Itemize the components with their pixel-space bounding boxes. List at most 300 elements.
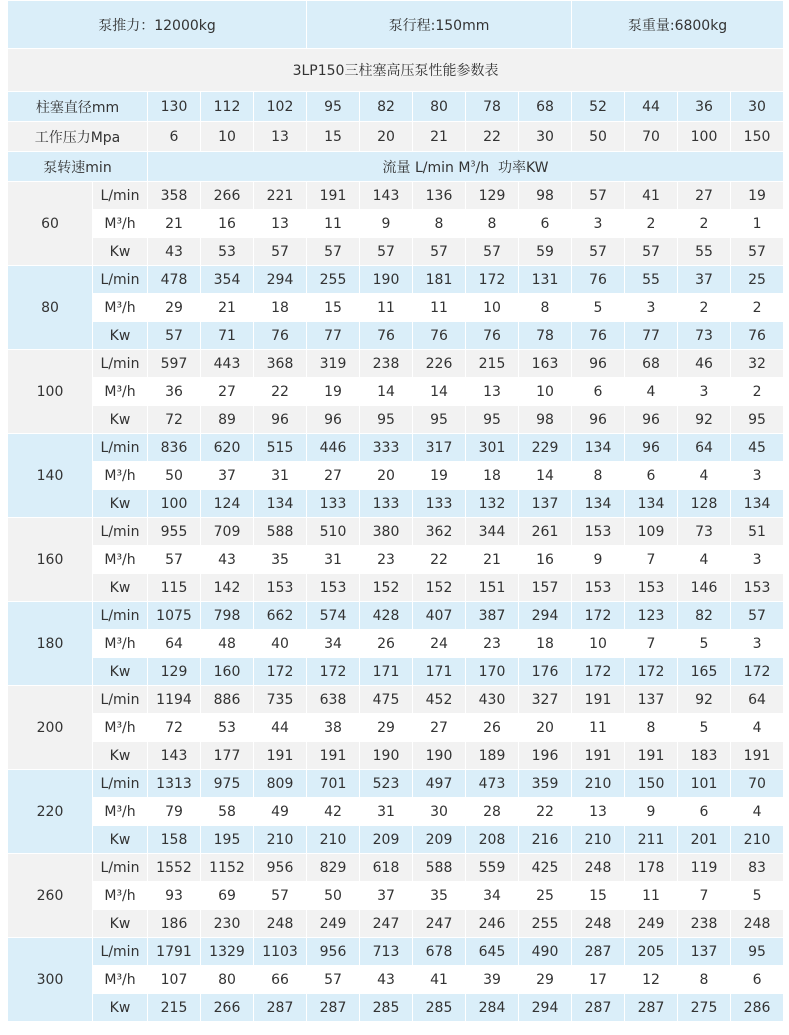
pump-thrust: 泵推力：12000kg bbox=[8, 1, 307, 49]
data-cell: 172 bbox=[572, 658, 625, 686]
data-cell: 57 bbox=[254, 882, 307, 910]
data-row bbox=[8, 630, 784, 658]
data-cell: 255 bbox=[307, 266, 360, 294]
data-cell: 287 bbox=[572, 938, 625, 966]
working-pressure-value: 150 bbox=[731, 122, 784, 152]
data-cell: 176 bbox=[519, 658, 572, 686]
data-cell: 83 bbox=[731, 854, 784, 882]
working-pressure-value: 70 bbox=[625, 122, 678, 152]
data-cell: 134 bbox=[572, 490, 625, 518]
unit-label: Kw bbox=[93, 910, 148, 938]
pump-weight: 泵重量:6800kg bbox=[572, 1, 784, 49]
header-row bbox=[8, 1, 784, 49]
data-cell: 6 bbox=[572, 378, 625, 406]
data-cell: 55 bbox=[625, 266, 678, 294]
unit-label: M³/h bbox=[93, 966, 148, 994]
working-pressure-value: 21 bbox=[413, 122, 466, 152]
data-row bbox=[8, 238, 784, 266]
data-cell: 238 bbox=[678, 910, 731, 938]
data-cell: 53 bbox=[201, 714, 254, 742]
data-cell: 12 bbox=[625, 966, 678, 994]
data-cell: 4 bbox=[625, 378, 678, 406]
data-cell: 89 bbox=[201, 406, 254, 434]
data-cell: 21 bbox=[201, 294, 254, 322]
data-cell: 172 bbox=[466, 266, 519, 294]
unit-label: Kw bbox=[93, 322, 148, 350]
data-cell: 68 bbox=[625, 350, 678, 378]
data-cell: 26 bbox=[466, 714, 519, 742]
data-cell: 11 bbox=[307, 210, 360, 238]
data-cell: 96 bbox=[254, 406, 307, 434]
data-cell: 588 bbox=[413, 854, 466, 882]
data-cell: 14 bbox=[360, 378, 413, 406]
data-cell: 57 bbox=[572, 238, 625, 266]
data-cell: 55 bbox=[678, 238, 731, 266]
data-cell: 358 bbox=[148, 182, 201, 210]
data-cell: 191 bbox=[572, 742, 625, 770]
data-cell: 425 bbox=[519, 854, 572, 882]
data-cell: 230 bbox=[201, 910, 254, 938]
plunger-diameter-value: 30 bbox=[731, 92, 784, 122]
data-cell: 11 bbox=[572, 714, 625, 742]
data-cell: 71 bbox=[201, 322, 254, 350]
data-cell: 9 bbox=[360, 210, 413, 238]
data-cell: 248 bbox=[731, 910, 784, 938]
plunger-diameter-label: 柱塞直径mm bbox=[8, 92, 148, 122]
data-cell: 22 bbox=[519, 798, 572, 826]
data-cell: 95 bbox=[360, 406, 413, 434]
data-cell: 294 bbox=[254, 266, 307, 294]
performance-table-container bbox=[7, 0, 783, 1022]
data-cell: 129 bbox=[466, 182, 519, 210]
data-cell: 975 bbox=[201, 770, 254, 798]
data-cell: 170 bbox=[466, 658, 519, 686]
data-cell: 100 bbox=[148, 490, 201, 518]
data-row bbox=[8, 266, 784, 294]
data-cell: 27 bbox=[201, 378, 254, 406]
data-cell: 2 bbox=[731, 294, 784, 322]
data-cell: 678 bbox=[413, 938, 466, 966]
data-cell: 1552 bbox=[148, 854, 201, 882]
data-cell: 201 bbox=[678, 826, 731, 854]
data-cell: 31 bbox=[307, 546, 360, 574]
data-cell: 57 bbox=[572, 182, 625, 210]
data-cell: 7 bbox=[625, 546, 678, 574]
unit-label: M³/h bbox=[93, 630, 148, 658]
data-cell: 473 bbox=[466, 770, 519, 798]
data-cell: 229 bbox=[519, 434, 572, 462]
data-cell: 8 bbox=[572, 462, 625, 490]
data-cell: 3 bbox=[625, 294, 678, 322]
data-cell: 275 bbox=[678, 994, 731, 1022]
data-cell: 190 bbox=[360, 266, 413, 294]
data-cell: 380 bbox=[360, 518, 413, 546]
data-cell: 14 bbox=[519, 462, 572, 490]
data-cell: 172 bbox=[307, 658, 360, 686]
pump-speed-value: 80 bbox=[8, 266, 93, 350]
unit-label: Kw bbox=[93, 238, 148, 266]
data-cell: 809 bbox=[254, 770, 307, 798]
data-cell: 143 bbox=[360, 182, 413, 210]
data-cell: 78 bbox=[519, 322, 572, 350]
data-cell: 134 bbox=[254, 490, 307, 518]
data-cell: 10 bbox=[519, 378, 572, 406]
data-cell: 7 bbox=[625, 630, 678, 658]
data-cell: 15 bbox=[572, 882, 625, 910]
pump-speed-value: 200 bbox=[8, 686, 93, 770]
data-cell: 8 bbox=[519, 294, 572, 322]
unit-label: M³/h bbox=[93, 798, 148, 826]
data-cell: 19 bbox=[413, 462, 466, 490]
data-cell: 92 bbox=[678, 686, 731, 714]
data-cell: 57 bbox=[307, 238, 360, 266]
data-cell: 191 bbox=[307, 742, 360, 770]
data-cell: 119 bbox=[678, 854, 731, 882]
data-cell: 210 bbox=[572, 826, 625, 854]
data-cell: 152 bbox=[413, 574, 466, 602]
data-cell: 28 bbox=[466, 798, 519, 826]
data-cell: 246 bbox=[466, 910, 519, 938]
unit-label: Kw bbox=[93, 994, 148, 1022]
data-cell: 76 bbox=[731, 322, 784, 350]
data-row bbox=[8, 350, 784, 378]
data-cell: 153 bbox=[625, 574, 678, 602]
data-cell: 333 bbox=[360, 434, 413, 462]
data-row bbox=[8, 210, 784, 238]
data-cell: 21 bbox=[466, 546, 519, 574]
data-cell: 178 bbox=[625, 854, 678, 882]
data-cell: 57 bbox=[731, 602, 784, 630]
data-cell: 956 bbox=[254, 854, 307, 882]
working-pressure-value: 22 bbox=[466, 122, 519, 152]
data-cell: 285 bbox=[413, 994, 466, 1022]
data-cell: 137 bbox=[519, 490, 572, 518]
unit-label: L/min bbox=[93, 770, 148, 798]
data-cell: 43 bbox=[360, 966, 413, 994]
data-cell: 645 bbox=[466, 938, 519, 966]
data-cell: 210 bbox=[254, 826, 307, 854]
unit-label: Kw bbox=[93, 826, 148, 854]
data-cell: 133 bbox=[360, 490, 413, 518]
data-cell: 16 bbox=[201, 210, 254, 238]
data-cell: 13 bbox=[466, 378, 519, 406]
data-cell: 172 bbox=[731, 658, 784, 686]
data-row bbox=[8, 826, 784, 854]
data-cell: 574 bbox=[307, 602, 360, 630]
data-row bbox=[8, 406, 784, 434]
data-cell: 210 bbox=[731, 826, 784, 854]
data-cell: 8 bbox=[413, 210, 466, 238]
plunger-diameter-row bbox=[8, 92, 784, 122]
data-cell: 44 bbox=[254, 714, 307, 742]
data-cell: 11 bbox=[360, 294, 413, 322]
data-cell: 27 bbox=[413, 714, 466, 742]
data-cell: 2 bbox=[678, 294, 731, 322]
data-cell: 46 bbox=[678, 350, 731, 378]
data-cell: 18 bbox=[519, 630, 572, 658]
plunger-diameter-value: 82 bbox=[360, 92, 413, 122]
data-cell: 142 bbox=[201, 574, 254, 602]
data-row bbox=[8, 574, 784, 602]
data-cell: 29 bbox=[519, 966, 572, 994]
data-cell: 73 bbox=[678, 322, 731, 350]
data-cell: 523 bbox=[360, 770, 413, 798]
data-cell: 57 bbox=[466, 238, 519, 266]
data-cell: 37 bbox=[360, 882, 413, 910]
data-cell: 53 bbox=[201, 238, 254, 266]
data-cell: 638 bbox=[307, 686, 360, 714]
data-cell: 153 bbox=[572, 518, 625, 546]
data-cell: 8 bbox=[466, 210, 519, 238]
data-row bbox=[8, 910, 784, 938]
data-cell: 181 bbox=[413, 266, 466, 294]
data-cell: 57 bbox=[625, 238, 678, 266]
data-cell: 209 bbox=[360, 826, 413, 854]
data-cell: 22 bbox=[413, 546, 466, 574]
data-cell: 76 bbox=[572, 322, 625, 350]
working-pressure-value: 20 bbox=[360, 122, 413, 152]
plunger-diameter-value: 68 bbox=[519, 92, 572, 122]
data-cell: 34 bbox=[307, 630, 360, 658]
data-cell: 10 bbox=[466, 294, 519, 322]
plunger-diameter-value: 80 bbox=[413, 92, 466, 122]
data-cell: 287 bbox=[307, 994, 360, 1022]
pump-speed-value: 160 bbox=[8, 518, 93, 602]
data-cell: 210 bbox=[307, 826, 360, 854]
data-cell: 216 bbox=[519, 826, 572, 854]
data-cell: 72 bbox=[148, 714, 201, 742]
data-cell: 29 bbox=[360, 714, 413, 742]
data-cell: 128 bbox=[678, 490, 731, 518]
data-cell: 13 bbox=[572, 798, 625, 826]
data-cell: 183 bbox=[678, 742, 731, 770]
data-row bbox=[8, 546, 784, 574]
data-cell: 20 bbox=[519, 714, 572, 742]
working-pressure-value: 50 bbox=[572, 122, 625, 152]
data-cell: 95 bbox=[466, 406, 519, 434]
pump-speed-value: 60 bbox=[8, 182, 93, 266]
data-cell: 76 bbox=[360, 322, 413, 350]
data-cell: 319 bbox=[307, 350, 360, 378]
data-cell: 735 bbox=[254, 686, 307, 714]
data-cell: 134 bbox=[731, 490, 784, 518]
unit-label: Kw bbox=[93, 742, 148, 770]
data-row bbox=[8, 462, 784, 490]
data-cell: 452 bbox=[413, 686, 466, 714]
data-cell: 209 bbox=[413, 826, 466, 854]
data-cell: 11 bbox=[625, 882, 678, 910]
data-cell: 211 bbox=[625, 826, 678, 854]
unit-label: Kw bbox=[93, 490, 148, 518]
data-row bbox=[8, 966, 784, 994]
data-cell: 266 bbox=[201, 994, 254, 1022]
data-cell: 475 bbox=[360, 686, 413, 714]
data-cell: 153 bbox=[254, 574, 307, 602]
data-cell: 151 bbox=[466, 574, 519, 602]
data-cell: 6 bbox=[678, 798, 731, 826]
data-cell: 92 bbox=[678, 406, 731, 434]
data-cell: 362 bbox=[413, 518, 466, 546]
data-cell: 354 bbox=[201, 266, 254, 294]
data-cell: 6 bbox=[625, 462, 678, 490]
data-cell: 5 bbox=[572, 294, 625, 322]
data-cell: 1194 bbox=[148, 686, 201, 714]
data-cell: 133 bbox=[413, 490, 466, 518]
data-cell: 294 bbox=[519, 994, 572, 1022]
data-cell: 82 bbox=[678, 602, 731, 630]
data-cell: 109 bbox=[625, 518, 678, 546]
data-cell: 190 bbox=[360, 742, 413, 770]
data-cell: 17 bbox=[572, 966, 625, 994]
data-cell: 287 bbox=[572, 994, 625, 1022]
data-cell: 14 bbox=[413, 378, 466, 406]
data-cell: 57 bbox=[148, 546, 201, 574]
unit-label: L/min bbox=[93, 350, 148, 378]
working-pressure-label: 工作压力Mpa bbox=[8, 122, 148, 152]
data-cell: 57 bbox=[731, 238, 784, 266]
data-cell: 30 bbox=[413, 798, 466, 826]
data-cell: 294 bbox=[519, 602, 572, 630]
data-row bbox=[8, 602, 784, 630]
data-cell: 618 bbox=[360, 854, 413, 882]
unit-label: M³/h bbox=[93, 714, 148, 742]
data-cell: 37 bbox=[678, 266, 731, 294]
pump-speed-value: 140 bbox=[8, 434, 93, 518]
unit-label: M³/h bbox=[93, 546, 148, 574]
data-cell: 37 bbox=[201, 462, 254, 490]
data-cell: 1313 bbox=[148, 770, 201, 798]
unit-label: M³/h bbox=[93, 378, 148, 406]
data-cell: 2 bbox=[678, 210, 731, 238]
data-cell: 3 bbox=[731, 462, 784, 490]
data-cell: 36 bbox=[148, 378, 201, 406]
data-cell: 430 bbox=[466, 686, 519, 714]
data-cell: 247 bbox=[413, 910, 466, 938]
data-cell: 26 bbox=[360, 630, 413, 658]
data-cell: 191 bbox=[731, 742, 784, 770]
data-cell: 153 bbox=[307, 574, 360, 602]
data-cell: 59 bbox=[519, 238, 572, 266]
data-cell: 50 bbox=[148, 462, 201, 490]
data-cell: 129 bbox=[148, 658, 201, 686]
data-cell: 191 bbox=[254, 742, 307, 770]
data-cell: 327 bbox=[519, 686, 572, 714]
title-row bbox=[8, 49, 784, 92]
data-cell: 829 bbox=[307, 854, 360, 882]
data-cell: 191 bbox=[572, 686, 625, 714]
data-cell: 18 bbox=[254, 294, 307, 322]
data-cell: 6 bbox=[731, 966, 784, 994]
working-pressure-value: 30 bbox=[519, 122, 572, 152]
data-cell: 43 bbox=[201, 546, 254, 574]
data-cell: 286 bbox=[731, 994, 784, 1022]
data-row bbox=[8, 798, 784, 826]
data-cell: 215 bbox=[466, 350, 519, 378]
data-cell: 713 bbox=[360, 938, 413, 966]
data-cell: 248 bbox=[254, 910, 307, 938]
data-cell: 150 bbox=[625, 770, 678, 798]
data-cell: 98 bbox=[519, 182, 572, 210]
plunger-diameter-value: 44 bbox=[625, 92, 678, 122]
data-cell: 96 bbox=[307, 406, 360, 434]
data-cell: 387 bbox=[466, 602, 519, 630]
pump-speed-value: 300 bbox=[8, 938, 93, 1022]
data-cell: 490 bbox=[519, 938, 572, 966]
data-cell: 317 bbox=[413, 434, 466, 462]
data-cell: 23 bbox=[466, 630, 519, 658]
data-cell: 597 bbox=[148, 350, 201, 378]
data-cell: 8 bbox=[678, 966, 731, 994]
data-cell: 1152 bbox=[201, 854, 254, 882]
data-cell: 1075 bbox=[148, 602, 201, 630]
data-cell: 96 bbox=[572, 350, 625, 378]
data-cell: 45 bbox=[731, 434, 784, 462]
unit-label: M³/h bbox=[93, 210, 148, 238]
data-cell: 131 bbox=[519, 266, 572, 294]
data-cell: 5 bbox=[678, 630, 731, 658]
data-cell: 186 bbox=[148, 910, 201, 938]
plunger-diameter-value: 112 bbox=[201, 92, 254, 122]
data-cell: 249 bbox=[625, 910, 678, 938]
data-cell: 35 bbox=[413, 882, 466, 910]
data-cell: 132 bbox=[466, 490, 519, 518]
data-cell: 284 bbox=[466, 994, 519, 1022]
unit-label: L/min bbox=[93, 434, 148, 462]
data-cell: 123 bbox=[625, 602, 678, 630]
data-cell: 301 bbox=[466, 434, 519, 462]
data-cell: 136 bbox=[413, 182, 466, 210]
data-cell: 77 bbox=[307, 322, 360, 350]
data-cell: 22 bbox=[254, 378, 307, 406]
data-cell: 153 bbox=[731, 574, 784, 602]
data-cell: 146 bbox=[678, 574, 731, 602]
data-row bbox=[8, 378, 784, 406]
data-cell: 134 bbox=[572, 434, 625, 462]
data-row bbox=[8, 714, 784, 742]
data-cell: 261 bbox=[519, 518, 572, 546]
data-cell: 57 bbox=[254, 238, 307, 266]
data-cell: 64 bbox=[731, 686, 784, 714]
data-cell: 205 bbox=[625, 938, 678, 966]
unit-label: L/min bbox=[93, 518, 148, 546]
data-cell: 497 bbox=[413, 770, 466, 798]
working-pressure-value: 100 bbox=[678, 122, 731, 152]
data-cell: 27 bbox=[678, 182, 731, 210]
data-cell: 428 bbox=[360, 602, 413, 630]
unit-label: M³/h bbox=[93, 882, 148, 910]
data-cell: 76 bbox=[466, 322, 519, 350]
data-cell: 515 bbox=[254, 434, 307, 462]
working-pressure-row bbox=[8, 122, 784, 152]
data-cell: 70 bbox=[731, 770, 784, 798]
data-cell: 76 bbox=[254, 322, 307, 350]
data-cell: 73 bbox=[678, 518, 731, 546]
data-cell: 3 bbox=[731, 546, 784, 574]
unit-label: Kw bbox=[93, 658, 148, 686]
data-cell: 443 bbox=[201, 350, 254, 378]
data-cell: 137 bbox=[678, 938, 731, 966]
plunger-diameter-value: 130 bbox=[148, 92, 201, 122]
data-cell: 19 bbox=[731, 182, 784, 210]
pump-speed-value: 100 bbox=[8, 350, 93, 434]
data-cell: 10 bbox=[572, 630, 625, 658]
unit-label: L/min bbox=[93, 854, 148, 882]
data-cell: 510 bbox=[307, 518, 360, 546]
data-cell: 57 bbox=[148, 322, 201, 350]
data-cell: 407 bbox=[413, 602, 466, 630]
data-cell: 80 bbox=[201, 966, 254, 994]
data-cell: 27 bbox=[307, 462, 360, 490]
